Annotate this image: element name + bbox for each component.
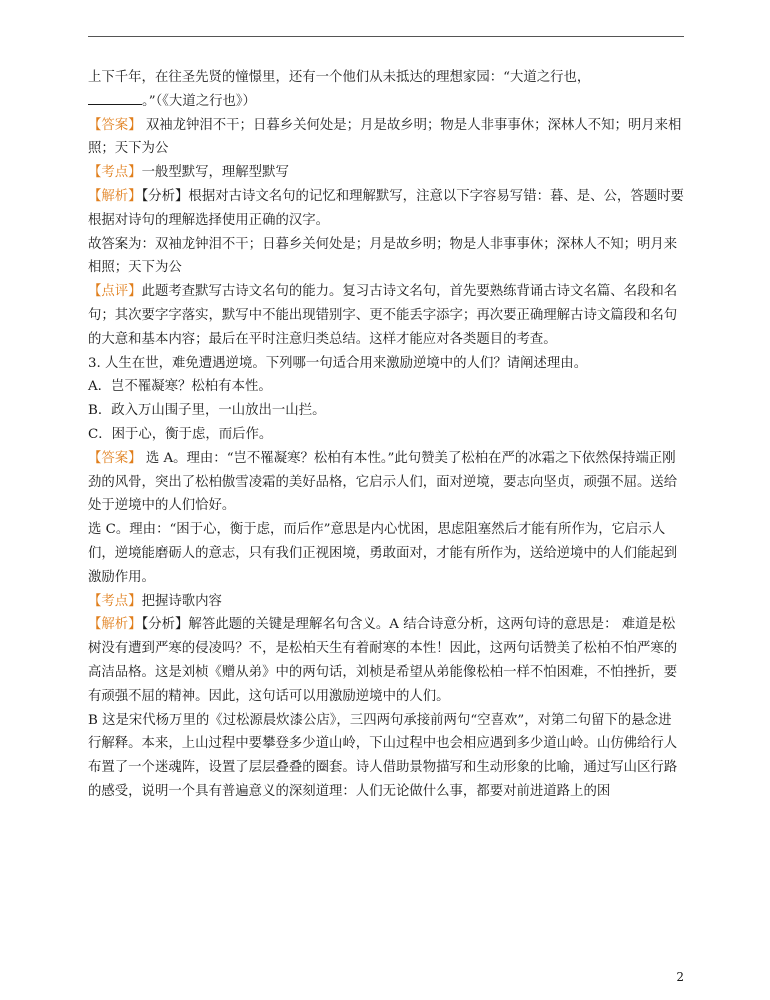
q2-jiexi — [88, 185, 684, 233]
q3-answer-a — [88, 447, 684, 518]
q2-jiexi-answer: 故答案为：双袖龙钟泪不干；日暮乡关何处是；月是故乡明；物是人非事事休；深林人不知；明月来相照；天下为公 — [88, 236, 678, 276]
q3-jiexi-b: B 这是宋代杨万里的《过松源晨炊漆公店》，三四两句承接前两句“空喜欢”，对第二句留下的悬念进行解释。本来，上山过程中要攀登多少道山岭，下山过程中也会相应遇到多少道山岭。山仿佛给行人布置了一个迷魂阵，设置了层层叠叠的圈套。诗人借助景物描写和生动形象的比喻，通过写山区行路的感受，说明一个具有普遍意义的深刻道理：人们无论做什么事，都要对前进道路上的困 — [88, 712, 678, 799]
q3-kaodian — [88, 590, 684, 614]
answer-text: 选 A。理由：“岂不罹凝寒？松柏有本性。”此句赞美了松柏在严的冰霜之下依然保持端正刚劲的风骨，突出了松柏傲雪凌霜的美好品格，它启示人们，面对逆境，要志向坚贞，顽强不屈。送给处于逆境中的人们恰好。 — [88, 450, 678, 514]
dianping-tag: 【点评】 — [88, 284, 142, 300]
answer-tag: 【答案】 — [88, 450, 142, 466]
q2-kaodian — [88, 161, 684, 185]
q3-option-c: C．困于心，衡于虑，而后作。 — [88, 426, 273, 442]
page-number: 2 — [676, 970, 684, 984]
dianping-text: 此题考查默写古诗文名句的能力。复习古诗文名句，首先要熟练背诵古诗文名篇、名段和名句；其次要字字落实，默写中不能出现错别字、更不能丢字添字；再次要正确理解古诗文篇段和名句的大意和基本内容；最后在平时注意归类总结。这样才能应对各类题目的考查。 — [88, 284, 678, 347]
q2-dianping — [88, 280, 684, 351]
q2-stem-line1: 上下千年，在往圣先贤的憧憬里，还有一个他们从未抵达的理想家园：“大道之行也， — [88, 70, 591, 85]
kaodian-tag: 【考点】 — [88, 165, 142, 181]
q3-option-a: A．岂不罹凝寒？松柏有本性。 — [88, 379, 272, 395]
jiexi-tag: 【解析】 — [88, 188, 142, 204]
answer-text: 双袖龙钟泪不干；日暮乡关何处是；月是故乡明；物是人非事事休；深林人不知；明月来相照；天下为公 — [88, 117, 682, 157]
header-rule — [88, 36, 684, 37]
jiexi-text: 【分析】根据对古诗文名句的记忆和理解默写，注意以下字容易写错：暮、是、公，答题时要根据对诗句的理解选择使用正确的汉字。 — [88, 188, 684, 228]
jiexi-text: 【分析】解答此题的关键是理解名句含义。A 结合诗意分析，这两句诗的意思是： 难道是松树没有遭到严寒的侵凌吗？不，是松柏天生有着耐寒的本性！因此，这两句话赞美了松柏不怕严寒的高洁品格。这是刘桢《赠从弟》中的两句话，刘桢是希望从弟能像松柏一样不怕困难，不怕挫折，要有顽强不屈的精神。因此，这句话可以用激励逆境中的人们。 — [88, 617, 678, 704]
kaodian-text: 把握诗歌内容 — [141, 593, 222, 609]
q3-stem: 3. 人生在世，难免遭遇逆境。下列哪一句适合用来激励逆境中的人们？请阐述理由。 — [88, 355, 588, 371]
kaodian-text: 一般型默写，理解型默写 — [141, 165, 289, 181]
q2-stem-line2 — [88, 90, 684, 114]
answer-tag: 【答案】 — [88, 117, 142, 133]
q3-option-b: B．政入万山围子里，一山放出一山拦。 — [88, 403, 326, 419]
q3-jiexi — [88, 613, 684, 708]
q2-stem-source: 。”（《大道之行也》） — [142, 93, 256, 109]
q2-answer — [88, 114, 684, 162]
q3-answer-c: 选 C。理由：“困于心，衡于虑，而后作”意思是内心忧困，思虑阻塞然后才能有所作为，它启示人们，逆境能磨砺人的意志，只有我们正视困境，勇敢面对，才能有所作为，送给逆境中的人们能起到激励作用。 — [88, 522, 678, 585]
jiexi-tag: 【解析】 — [88, 617, 142, 633]
kaodian-tag: 【考点】 — [88, 593, 142, 609]
fill-blank — [88, 90, 142, 105]
page-content — [88, 66, 684, 804]
